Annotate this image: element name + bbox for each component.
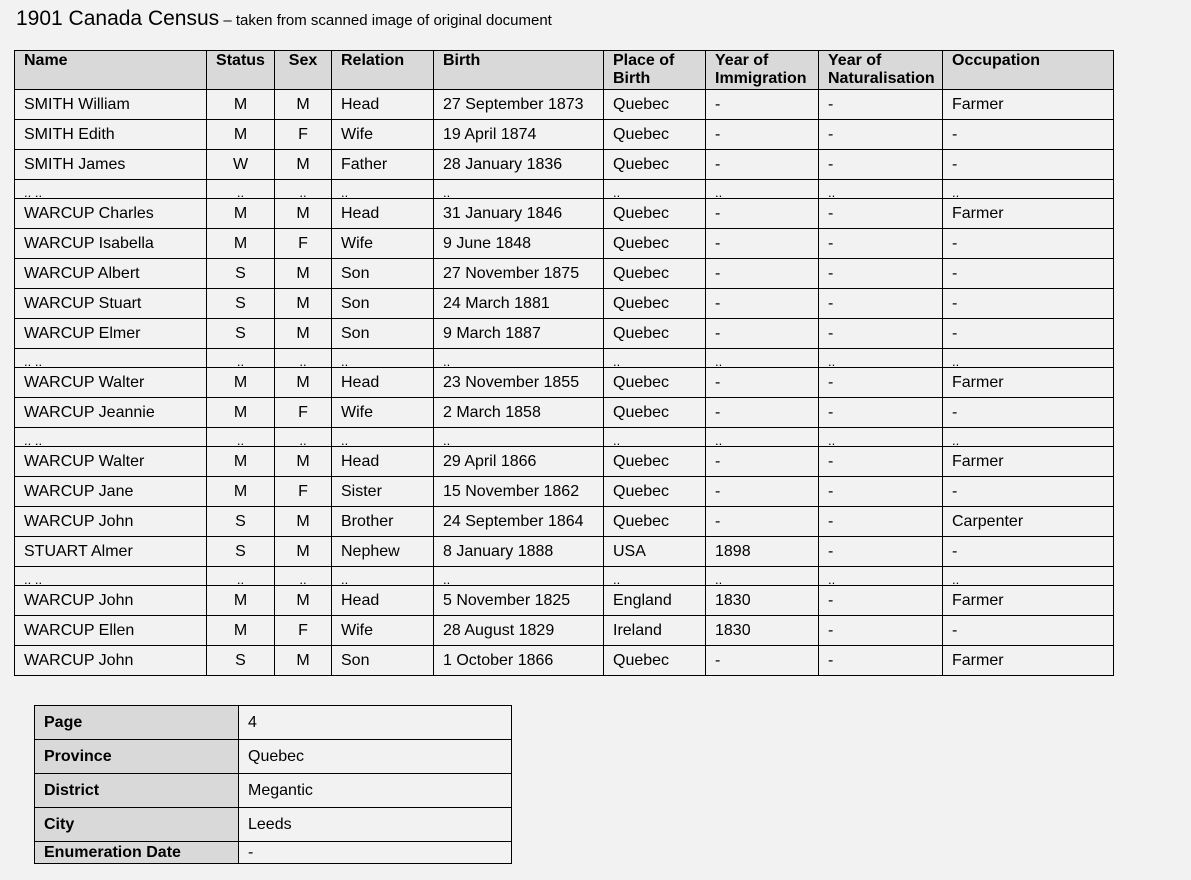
table-cell: ..: [207, 180, 275, 199]
table-cell: Quebec: [604, 229, 706, 259]
column-header: Year of Immigration: [706, 51, 819, 90]
table-cell: Quebec: [604, 646, 706, 676]
table-cell: 1898: [706, 537, 819, 567]
detail-label: District: [35, 774, 239, 808]
table-cell: Nephew: [332, 537, 434, 567]
column-header: Year of Naturalisation: [819, 51, 943, 90]
table-cell: Wife: [332, 398, 434, 428]
table-cell: ..: [943, 567, 1114, 586]
title-subtitle: – taken from scanned image of original document: [219, 12, 552, 29]
table-cell: -: [819, 150, 943, 180]
table-cell: -: [943, 229, 1114, 259]
table-cell: M: [207, 616, 275, 646]
column-header: Name: [15, 51, 207, 90]
table-cell: Son: [332, 259, 434, 289]
table-cell: Quebec: [604, 507, 706, 537]
table-cell: ..: [819, 349, 943, 368]
table-cell: Quebec: [604, 150, 706, 180]
table-cell: -: [819, 289, 943, 319]
table-cell: M: [275, 90, 332, 120]
table-row: [15, 120, 1114, 150]
table-cell: -: [819, 120, 943, 150]
table-cell: -: [819, 616, 943, 646]
table-cell: M: [207, 477, 275, 507]
table-row: [15, 319, 1114, 349]
table-cell: 23 November 1855: [434, 368, 604, 398]
table-cell: Head: [332, 447, 434, 477]
table-cell: -: [819, 447, 943, 477]
table-cell: Head: [332, 199, 434, 229]
table-cell: WARCUP Jeannie: [15, 398, 207, 428]
table-cell: Quebec: [604, 120, 706, 150]
table-cell: S: [207, 646, 275, 676]
table-cell: M: [275, 447, 332, 477]
table-cell: 24 September 1864: [434, 507, 604, 537]
table-row: [15, 507, 1114, 537]
table-row: [15, 289, 1114, 319]
table-cell: F: [275, 229, 332, 259]
separator-row: [15, 349, 1114, 368]
table-cell: WARCUP Charles: [15, 199, 207, 229]
table-cell: Head: [332, 90, 434, 120]
table-cell: .. ..: [15, 428, 207, 447]
column-header: Status: [207, 51, 275, 90]
table-cell: M: [275, 586, 332, 616]
table-row: [15, 90, 1114, 120]
table-cell: -: [943, 477, 1114, 507]
table-cell: ..: [706, 180, 819, 199]
table-cell: M: [275, 507, 332, 537]
table-cell: .. ..: [15, 567, 207, 586]
table-cell: Quebec: [604, 477, 706, 507]
table-cell: M: [275, 199, 332, 229]
table-cell: WARCUP John: [15, 646, 207, 676]
table-cell: ..: [332, 567, 434, 586]
census-table: [14, 50, 1114, 676]
table-cell: 27 November 1875: [434, 259, 604, 289]
table-cell: England: [604, 586, 706, 616]
table-cell: 31 January 1846: [434, 199, 604, 229]
table-cell: -: [819, 90, 943, 120]
column-header: Birth: [434, 51, 604, 90]
table-row: [15, 447, 1114, 477]
table-cell: -: [819, 199, 943, 229]
table-cell: Quebec: [604, 398, 706, 428]
table-cell: 2 March 1858: [434, 398, 604, 428]
table-cell: Head: [332, 586, 434, 616]
table-cell: ..: [332, 349, 434, 368]
table-cell: -: [706, 646, 819, 676]
table-cell: Quebec: [604, 447, 706, 477]
table-cell: M: [207, 90, 275, 120]
table-cell: WARCUP Albert: [15, 259, 207, 289]
table-cell: -: [819, 229, 943, 259]
table-cell: M: [275, 368, 332, 398]
separator-row: [15, 180, 1114, 199]
table-cell: -: [943, 398, 1114, 428]
table-cell: -: [706, 120, 819, 150]
table-cell: Farmer: [943, 199, 1114, 229]
table-cell: ..: [332, 180, 434, 199]
table-cell: 1 October 1866: [434, 646, 604, 676]
table-row: [15, 259, 1114, 289]
detail-label: Enumeration Date: [35, 842, 239, 864]
table-cell: WARCUP John: [15, 586, 207, 616]
table-cell: 24 March 1881: [434, 289, 604, 319]
table-row: [15, 616, 1114, 646]
detail-label: City: [35, 808, 239, 842]
table-cell: .. ..: [15, 349, 207, 368]
detail-row: [35, 740, 512, 774]
table-cell: 15 November 1862: [434, 477, 604, 507]
table-cell: S: [207, 319, 275, 349]
table-cell: Ireland: [604, 616, 706, 646]
table-cell: -: [819, 537, 943, 567]
table-cell: Farmer: [943, 646, 1114, 676]
table-cell: Brother: [332, 507, 434, 537]
table-cell: ..: [943, 349, 1114, 368]
table-cell: ..: [207, 567, 275, 586]
table-cell: Father: [332, 150, 434, 180]
table-cell: -: [943, 289, 1114, 319]
detail-label: Page: [35, 706, 239, 740]
table-cell: 8 January 1888: [434, 537, 604, 567]
table-cell: SMITH James: [15, 150, 207, 180]
table-cell: Quebec: [604, 90, 706, 120]
table-cell: -: [706, 90, 819, 120]
table-cell: ..: [207, 349, 275, 368]
table-cell: Quebec: [604, 199, 706, 229]
table-cell: -: [706, 229, 819, 259]
census-header-row: [15, 51, 1114, 90]
table-cell: -: [819, 319, 943, 349]
table-cell: 9 March 1887: [434, 319, 604, 349]
table-cell: -: [819, 259, 943, 289]
table-cell: 29 April 1866: [434, 447, 604, 477]
detail-value: Megantic: [239, 774, 512, 808]
table-cell: S: [207, 507, 275, 537]
table-cell: WARCUP Walter: [15, 447, 207, 477]
detail-value: Leeds: [239, 808, 512, 842]
table-cell: -: [943, 120, 1114, 150]
record-details-body: [35, 706, 512, 864]
detail-value: 4: [239, 706, 512, 740]
table-cell: ..: [604, 349, 706, 368]
column-header: Sex: [275, 51, 332, 90]
table-cell: -: [706, 477, 819, 507]
table-cell: -: [706, 398, 819, 428]
table-cell: -: [706, 507, 819, 537]
table-cell: M: [207, 586, 275, 616]
separator-row: [15, 567, 1114, 586]
table-cell: ..: [819, 428, 943, 447]
table-cell: ..: [819, 180, 943, 199]
table-cell: ..: [604, 567, 706, 586]
table-cell: Farmer: [943, 368, 1114, 398]
detail-row: [35, 774, 512, 808]
table-cell: M: [275, 150, 332, 180]
table-cell: -: [943, 150, 1114, 180]
table-cell: 5 November 1825: [434, 586, 604, 616]
table-cell: Wife: [332, 616, 434, 646]
table-cell: Sister: [332, 477, 434, 507]
table-cell: USA: [604, 537, 706, 567]
table-row: [15, 199, 1114, 229]
table-cell: F: [275, 120, 332, 150]
table-cell: -: [819, 646, 943, 676]
title-main: 1901 Canada Census: [16, 7, 220, 30]
table-cell: 1830: [706, 616, 819, 646]
table-cell: M: [275, 259, 332, 289]
table-cell: 19 April 1874: [434, 120, 604, 150]
detail-row: [35, 706, 512, 740]
table-cell: Wife: [332, 120, 434, 150]
table-cell: SMITH William: [15, 90, 207, 120]
table-cell: Farmer: [943, 586, 1114, 616]
table-cell: S: [207, 537, 275, 567]
table-cell: Carpenter: [943, 507, 1114, 537]
table-cell: 27 September 1873: [434, 90, 604, 120]
table-cell: ..: [207, 428, 275, 447]
table-cell: 1830: [706, 586, 819, 616]
table-cell: ..: [706, 567, 819, 586]
table-cell: WARCUP John: [15, 507, 207, 537]
table-cell: WARCUP Isabella: [15, 229, 207, 259]
table-cell: Son: [332, 646, 434, 676]
table-cell: ..: [943, 180, 1114, 199]
table-cell: ..: [434, 180, 604, 199]
table-cell: -: [819, 477, 943, 507]
detail-row: [35, 808, 512, 842]
table-cell: ..: [604, 428, 706, 447]
table-cell: ..: [706, 428, 819, 447]
table-cell: -: [943, 616, 1114, 646]
table-cell: STUART Almer: [15, 537, 207, 567]
table-cell: 9 June 1848: [434, 229, 604, 259]
table-cell: Quebec: [604, 368, 706, 398]
table-cell: -: [819, 586, 943, 616]
table-cell: Quebec: [604, 319, 706, 349]
table-cell: F: [275, 616, 332, 646]
table-cell: -: [706, 199, 819, 229]
table-cell: ..: [275, 349, 332, 368]
record-details-table: [34, 705, 512, 864]
table-cell: ..: [706, 349, 819, 368]
table-cell: ..: [434, 428, 604, 447]
table-cell: SMITH Edith: [15, 120, 207, 150]
detail-row: [35, 842, 512, 864]
table-cell: ..: [332, 428, 434, 447]
table-cell: WARCUP Ellen: [15, 616, 207, 646]
table-cell: Head: [332, 368, 434, 398]
table-cell: -: [943, 259, 1114, 289]
page-title: [16, 7, 552, 31]
table-cell: -: [943, 537, 1114, 567]
table-row: [15, 398, 1114, 428]
table-cell: WARCUP Jane: [15, 477, 207, 507]
table-cell: ..: [275, 180, 332, 199]
table-row: [15, 646, 1114, 676]
table-cell: M: [207, 368, 275, 398]
table-cell: 28 January 1836: [434, 150, 604, 180]
table-row: [15, 368, 1114, 398]
table-cell: M: [207, 199, 275, 229]
table-cell: Wife: [332, 229, 434, 259]
table-cell: W: [207, 150, 275, 180]
table-cell: -: [706, 319, 819, 349]
separator-row: [15, 428, 1114, 447]
table-cell: M: [207, 229, 275, 259]
table-cell: S: [207, 289, 275, 319]
table-cell: Quebec: [604, 259, 706, 289]
table-cell: -: [819, 398, 943, 428]
column-header: Occupation: [943, 51, 1114, 90]
detail-value: Quebec: [239, 740, 512, 774]
table-cell: ..: [275, 567, 332, 586]
table-cell: S: [207, 259, 275, 289]
detail-label: Province: [35, 740, 239, 774]
table-cell: Son: [332, 319, 434, 349]
table-cell: ..: [943, 428, 1114, 447]
table-cell: M: [207, 120, 275, 150]
table-cell: M: [275, 537, 332, 567]
table-cell: M: [275, 319, 332, 349]
table-cell: -: [706, 368, 819, 398]
table-cell: -: [819, 368, 943, 398]
table-cell: .. ..: [15, 180, 207, 199]
table-cell: ..: [434, 567, 604, 586]
table-cell: -: [706, 150, 819, 180]
table-cell: F: [275, 477, 332, 507]
column-header: Relation: [332, 51, 434, 90]
table-cell: WARCUP Elmer: [15, 319, 207, 349]
table-cell: -: [819, 507, 943, 537]
column-header: Place of Birth: [604, 51, 706, 90]
table-cell: Farmer: [943, 90, 1114, 120]
table-cell: -: [706, 289, 819, 319]
table-cell: Quebec: [604, 289, 706, 319]
table-cell: -: [943, 319, 1114, 349]
detail-value: -: [239, 842, 512, 864]
census-body: [15, 90, 1114, 676]
table-cell: M: [207, 447, 275, 477]
table-cell: WARCUP Stuart: [15, 289, 207, 319]
table-cell: M: [275, 646, 332, 676]
table-cell: ..: [434, 349, 604, 368]
table-cell: Farmer: [943, 447, 1114, 477]
table-cell: M: [275, 289, 332, 319]
table-cell: M: [207, 398, 275, 428]
table-row: [15, 229, 1114, 259]
table-cell: ..: [275, 428, 332, 447]
table-cell: Son: [332, 289, 434, 319]
table-cell: F: [275, 398, 332, 428]
table-cell: ..: [819, 567, 943, 586]
table-row: [15, 586, 1114, 616]
table-cell: WARCUP Walter: [15, 368, 207, 398]
table-row: [15, 537, 1114, 567]
table-cell: ..: [604, 180, 706, 199]
table-cell: -: [706, 259, 819, 289]
table-cell: 28 August 1829: [434, 616, 604, 646]
table-row: [15, 477, 1114, 507]
table-cell: -: [706, 447, 819, 477]
table-row: [15, 150, 1114, 180]
